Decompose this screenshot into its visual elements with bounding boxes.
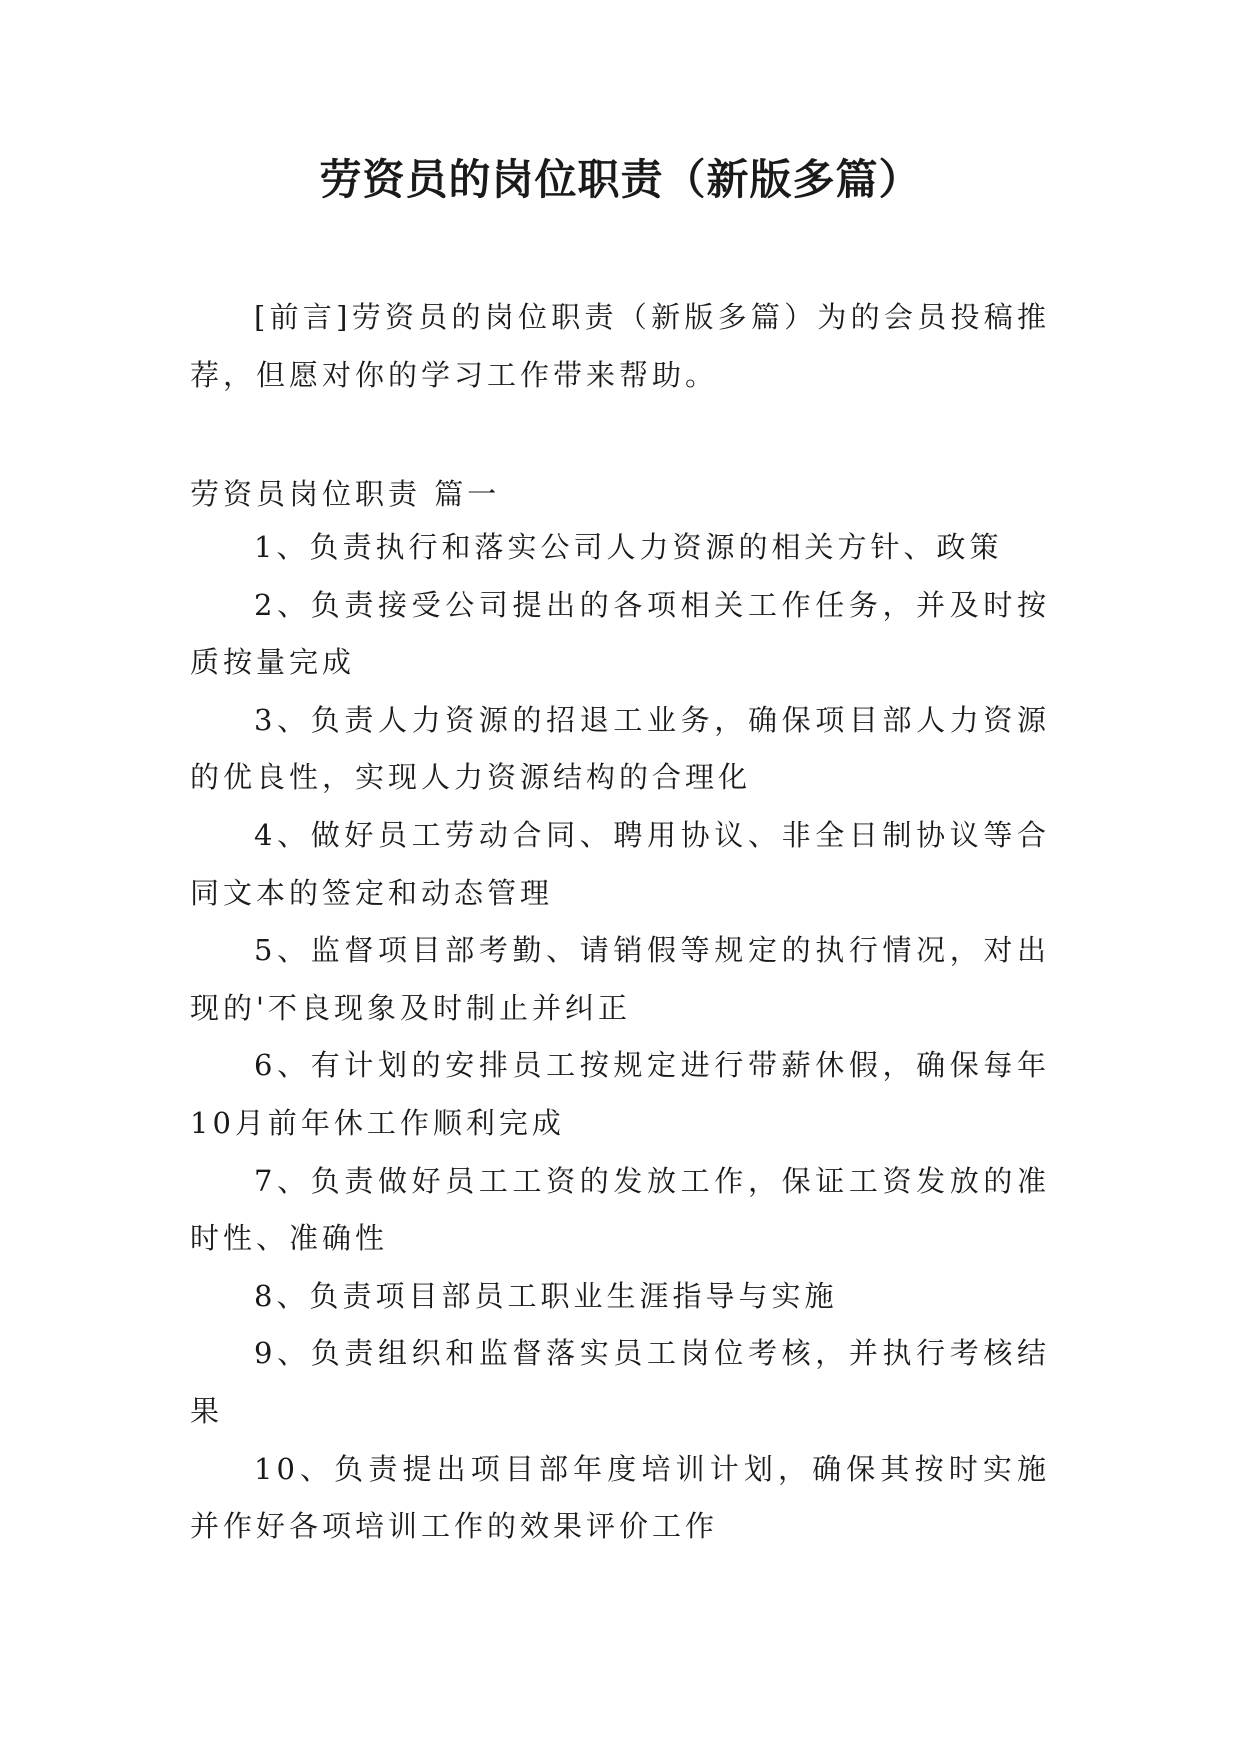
duty-item-8: 8、负责项目部员工职业生涯指导与实施	[254, 1278, 838, 1313]
duty-list	[190, 519, 1050, 1556]
duty-item-2: 2、负责接受公司提出的各项相关工作任务，并及时按质按量完成	[190, 587, 1050, 680]
duty-item-6: 6、有计划的安排员工按规定进行带薪休假，确保每年10月前年休工作顺利完成	[190, 1048, 1050, 1140]
duty-item-7: 7、负责做好员工工资的发放工作，保证工资发放的准时性、准确性	[190, 1163, 1050, 1256]
duty-item-9: 9、负责组织和监督落实员工岗位考核，并执行考核结果	[190, 1336, 1050, 1428]
duty-item-4: 4、做好员工劳动合同、聘用协议、非全日制协议等合同文本的签定和动态管理	[190, 817, 1050, 910]
preface-paragraph: [前言]劳资员的岗位职责（新版多篇）为的会员投稿推荐，但愿对你的学习工作带来帮助。	[190, 300, 1050, 392]
duty-item-1: 1、负责执行和落实公司人力资源的相关方针、政策	[254, 530, 1003, 564]
section-heading: 劳资员岗位职责 篇一	[190, 477, 501, 511]
duty-item-10: 10、负责提出项目部年度培训计划，确保其按时实施并作好各项培训工作的效果评价工作	[190, 1451, 1050, 1544]
duty-item-5: 5、监督项目部考勤、请销假等规定的执行情况，对出现的'不良现象及时制止并纠正	[190, 933, 1050, 1025]
duty-item-3: 3、负责人力资源的招退工业务，确保项目部人力资源的优良性，实现人力资源结构的合理化	[190, 702, 1050, 795]
document-title: 劳资员的岗位职责（新版多篇）	[319, 155, 922, 204]
